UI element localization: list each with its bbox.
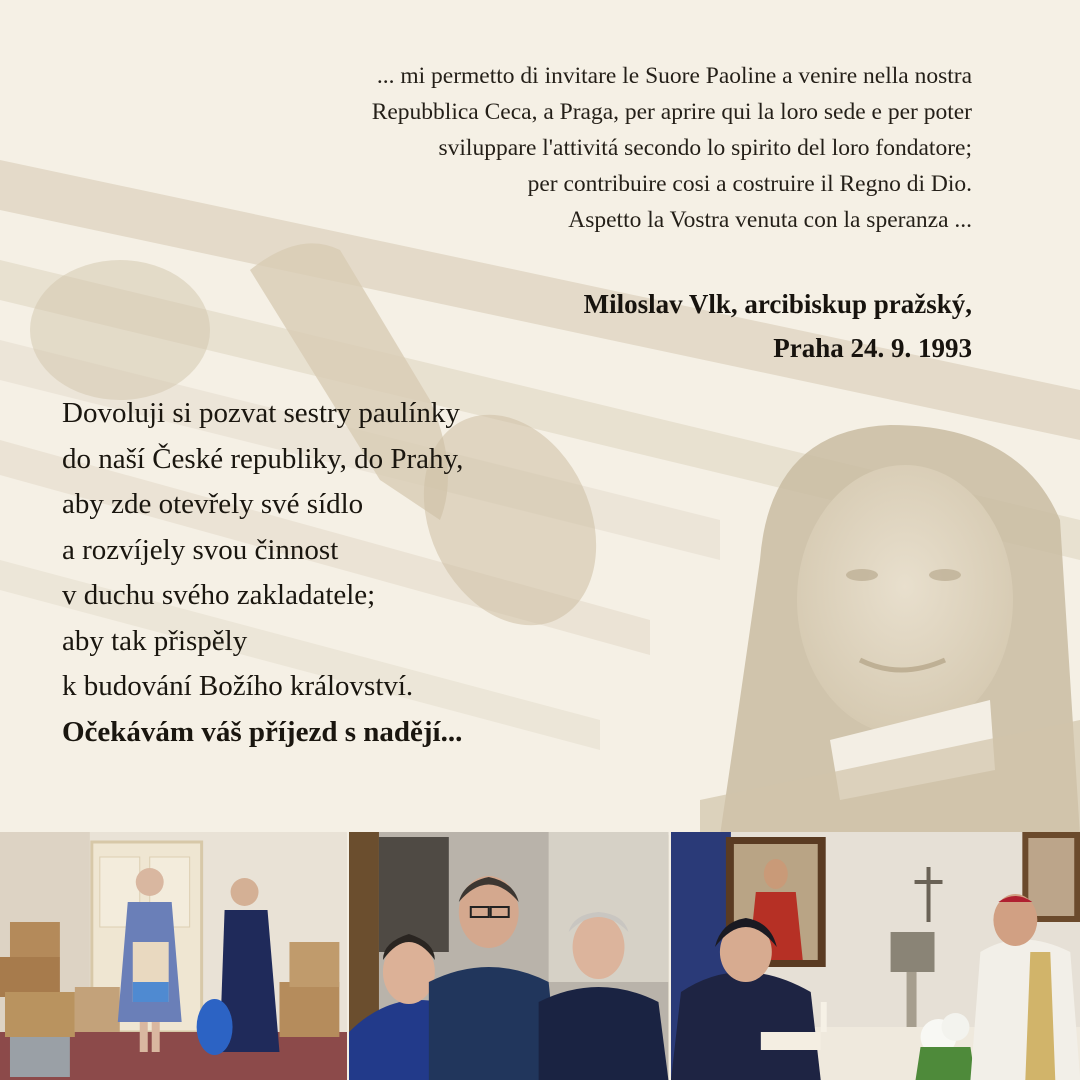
signature-place-date: Praha 24. 9. 1993 [773, 333, 972, 363]
czech-quote-line: k budování Božího království. [62, 670, 414, 702]
photo-strip [0, 832, 1080, 1080]
italian-quote [112, 58, 972, 238]
czech-quote [62, 391, 662, 755]
photo-unpacking-boxes [0, 832, 347, 1080]
czech-quote-closing: Očekávám váš příjezd s nadějí... [62, 715, 463, 748]
czech-quote-line: aby zde otevřely své sídlo [62, 488, 364, 520]
italian-quote-line: Repubblica Ceca, a Praga, per aprire qui la loro sede e per poter [371, 99, 972, 125]
photo-chapel-blessing [669, 832, 1080, 1080]
signature-author: Miloslav Vlk, arcibiskup pražský, [583, 289, 972, 319]
czech-quote-line: a rozvíjely svou činnost [62, 533, 339, 566]
signature [584, 282, 972, 370]
czech-quote-line: v duchu svého zakladatele; [62, 579, 376, 611]
italian-quote-line: sviluppare l'attivitá secondo lo spirito del loro fondatore; [438, 135, 972, 161]
czech-quote-line: aby tak přispěly [62, 624, 248, 657]
italian-quote-line: Aspetto la Vostra venuta con la speranza ... [568, 207, 972, 233]
photo-group-portrait [347, 832, 668, 1080]
czech-quote-line: Dovoluji si pozvat sestry paulínky [62, 397, 460, 429]
czech-quote-line: do naší České republiky, do Prahy, [62, 442, 464, 475]
italian-quote-line: ... mi permetto di invitare le Suore Paoline a venire nella nostra [376, 63, 972, 89]
italian-quote-line: per contribuire cosi a costruire il Regno di Dio. [527, 171, 972, 197]
